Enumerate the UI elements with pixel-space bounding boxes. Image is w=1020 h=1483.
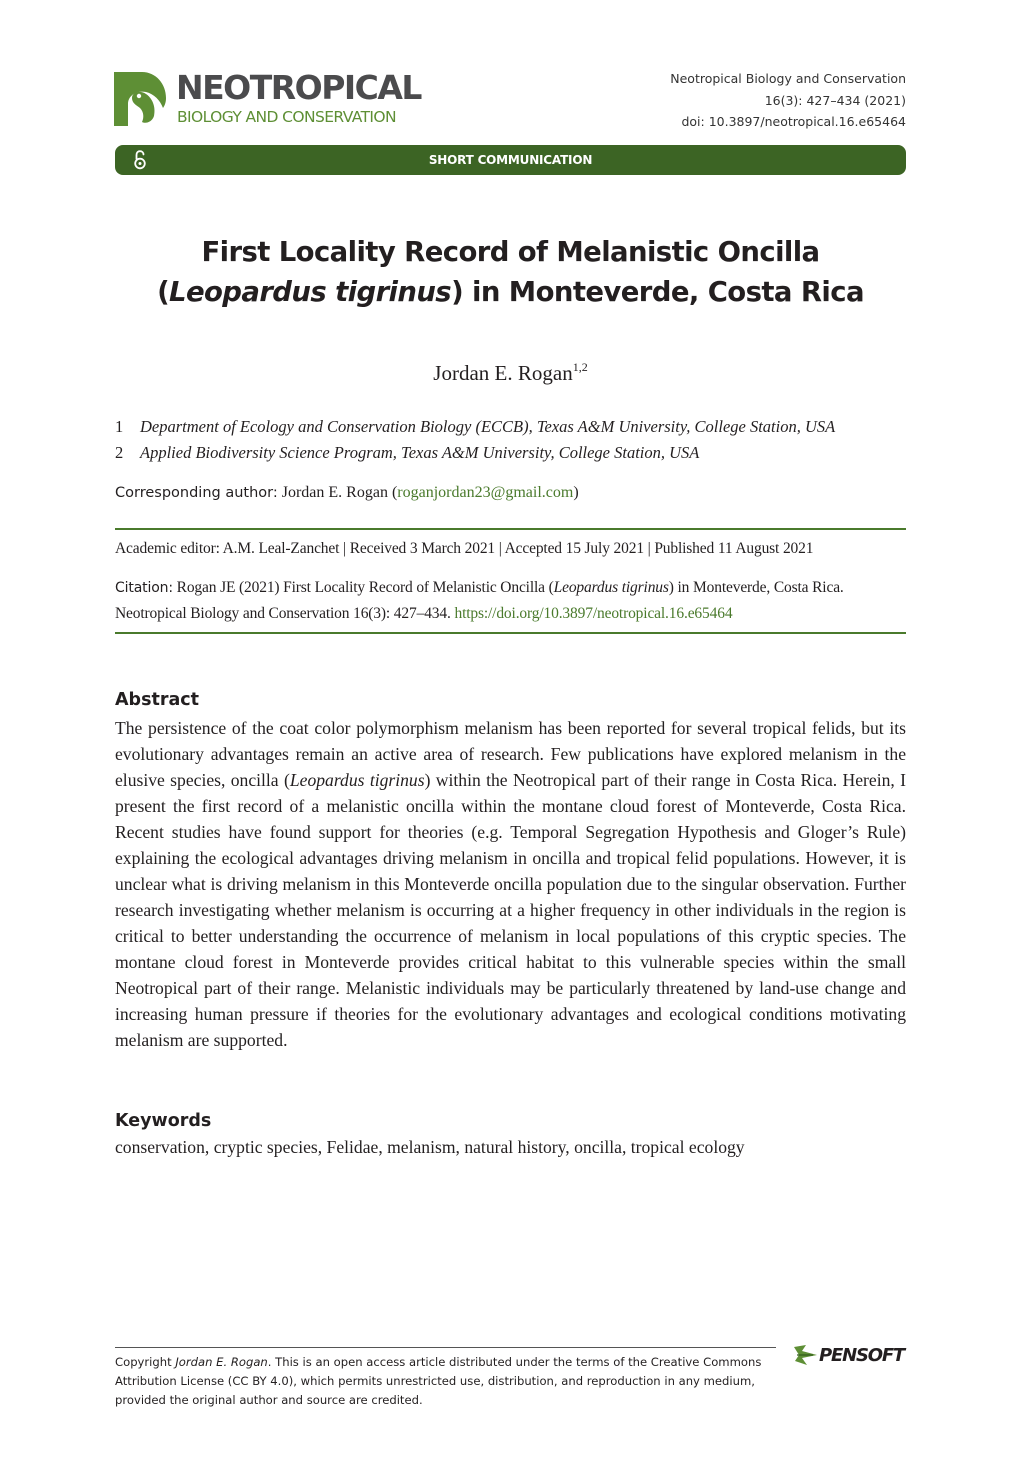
citation-text: Rogan JE (2021) First Locality Record of Melanistic Oncilla ( (172, 579, 554, 596)
affiliation-number: 2 (115, 443, 124, 462)
corresponding-name: Jordan E. Rogan ( (281, 484, 398, 501)
corresponding-label: Corresponding author: (115, 485, 278, 501)
affiliation-item (115, 414, 915, 440)
corresponding-email-link[interactable]: roganjordan23@gmail.com (397, 484, 574, 501)
affiliation-number: 1 (115, 417, 124, 436)
title-paren: ( (157, 276, 170, 308)
affiliation-text: Applied Biodiversity Science Program, Texas A&M University, College Station, USA (140, 443, 700, 462)
publisher-logo (793, 1343, 908, 1371)
publisher-name: PENSOFT (819, 1345, 904, 1366)
banner-label: SHORT COMMUNICATION (428, 153, 593, 167)
abstract-text-part: The persistence of the coat color polymorphism melanism has been reported for several tropical felids, but its evolutionary advantages remain an active area of research. Few publications have explored melanism in the elusive species, oncilla ( (115, 718, 906, 790)
citation-species: Leopardus tigrinus (553, 579, 669, 596)
title-species: Leopardus tigrinus (169, 276, 452, 308)
title-line2: ) in Monteverde, Costa Rica (451, 276, 864, 308)
title-line1: First Locality Record of Melanistic Oncilla (201, 236, 820, 268)
pensoft-leaf-icon (793, 1343, 819, 1367)
corresponding-close: ) (573, 484, 579, 501)
article-doi: doi: 10.3897/neotropical.16.e65464 (681, 114, 906, 129)
copyright-label: Copyright (115, 1355, 176, 1369)
volume-pages: 16(3): 427–434 (2021) (764, 92, 906, 108)
affiliation-item (115, 440, 915, 466)
author-name: Jordan E. Rogan (433, 361, 573, 385)
affiliation-text: Department of Ecology and Conservation Biology (ECCB), Texas A&M University, College Station, USA (140, 417, 836, 436)
abstract-text (115, 715, 906, 1053)
citation-block (115, 575, 906, 627)
journal-logo (114, 70, 454, 130)
copyright-author: Jordan E. Rogan (175, 1355, 268, 1369)
divider (115, 528, 906, 530)
corresponding-author (115, 484, 579, 502)
abstract-species: Leopardus tigrinus (289, 770, 425, 790)
article-title (115, 232, 906, 312)
affiliations (115, 414, 915, 466)
copyright-notice (115, 1353, 775, 1410)
citation-label: Citation: (115, 580, 173, 596)
citation-text: ) in Monteverde, Costa Rica. Neotropical Biology and Conservation 16(3): 427–434. (115, 579, 844, 622)
footer-divider (115, 1347, 776, 1348)
keywords-list: conservation, cryptic species, Felidae, melanism, natural history, oncilla, tropical ecology (115, 1137, 745, 1157)
abstract-heading: Abstract (115, 690, 200, 710)
article-type-banner (115, 145, 906, 175)
author-line (115, 360, 906, 386)
citation-doi-link[interactable]: https://doi.org/10.3897/neotropical.16.e65464 (454, 605, 733, 622)
editorial-dates: Academic editor: A.M. Leal-Zanchet | Received 3 March 2021 | Accepted 15 July 2021 | Published 11 August 2021 (115, 540, 814, 557)
parrot-logo-icon (114, 72, 166, 126)
copyright-text: . This is an open access article distributed under the terms of the Creative Commons Attribution License (CC BY 4.0), which permits unrestricted use, distribution, and reproduction in any medium, provided the original author and source are credited. (115, 1355, 762, 1407)
logo-title: NEOTROPICAL (176, 68, 421, 107)
author-affiliation-marks: 1,2 (572, 360, 588, 374)
journal-info (670, 68, 906, 133)
divider (115, 632, 906, 634)
logo-subtitle: BIOLOGY AND CONSERVATION (177, 108, 397, 126)
keywords-heading: Keywords (115, 1111, 212, 1131)
journal-name: Neotropical Biology and Conservation (670, 71, 906, 86)
abstract-text-part: ) within the Neotropical part of their range in Costa Rica. Herein, I present the first record of a melanistic oncilla within the montane cloud forest of Monteverde, Costa Rica. Recent studies have found support for theories (e.g. Temporal Segregation Hypothesis and Gloger’s Rule) explaining the ecological advantages driving melanism in oncilla and tropical felid populations. However, it is unclear what is driving melanism in this Monteverde oncilla population due to the singular observation. Further research investigating whether melanism is occurring at a higher frequency in other individuals in the region is critical to better understanding the occurrence of melanism in local populations of this cryptic species. The montane cloud forest in Monteverde provides critical habitat to this vulnerable species within the small Neotropical part of their range. Melanistic individuals may be particularly threatened by land-use change and increasing human pressure if theories for the evolutionary advantages and ecological conditions motivating melanism are supported. (115, 770, 907, 1050)
